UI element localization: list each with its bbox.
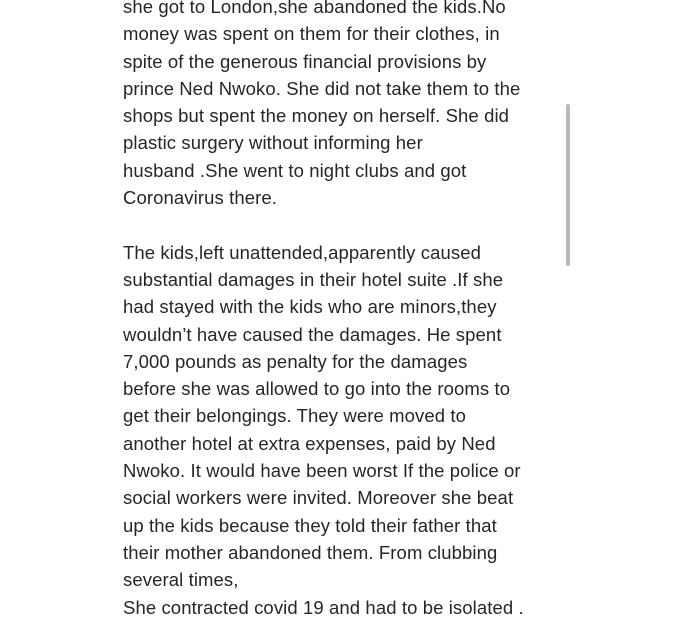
text-line: wouldn’t have caused the damages. He spent (123, 323, 502, 345)
text-line: up the kids because they told their father that (123, 514, 497, 536)
text-line: had stayed with the kids who are minors,they (123, 296, 497, 318)
text-line: plastic surgery without informing her (123, 132, 423, 154)
text-line: The kids,left unattended,apparently caused (123, 241, 481, 263)
text-line: get their belongings. They were moved to (123, 405, 467, 427)
text-line: their mother abandoned them. From clubbing (123, 541, 498, 563)
text-line: Nwoko. It would have been worst If the police or (123, 460, 521, 482)
paragraph-gap (123, 211, 563, 238)
text-line: substantial damages in their hotel suite .If she (123, 268, 504, 290)
text-line: spite of the generous financial provisions by (123, 50, 487, 72)
text-line: She contracted covid 19 and had to be isolated . (123, 596, 524, 618)
text-line: Coronavirus there. (123, 187, 277, 209)
article-text (123, 0, 563, 621)
vertical-scrollbar[interactable] (566, 104, 570, 266)
text-line: social workers were invited. Moreover she beat (123, 487, 514, 509)
text-line: before she was allowed to go into the rooms to (123, 378, 511, 400)
text-line: prince Ned Nwoko. She did not take them to the (123, 77, 521, 99)
text-line: money was spent on them for their clothes, in (123, 23, 500, 45)
text-line: she got to London,she abandoned the kids.No (123, 0, 506, 17)
text-line: husband .She went to night clubs and got (123, 159, 467, 181)
text-line: shops but spent the money on herself. She did (123, 105, 510, 127)
text-line: 7,000 pounds as penalty for the damages (123, 350, 468, 372)
text-line: several times, (123, 569, 239, 591)
text-line: another hotel at extra expenses, paid by Ned (123, 432, 496, 454)
